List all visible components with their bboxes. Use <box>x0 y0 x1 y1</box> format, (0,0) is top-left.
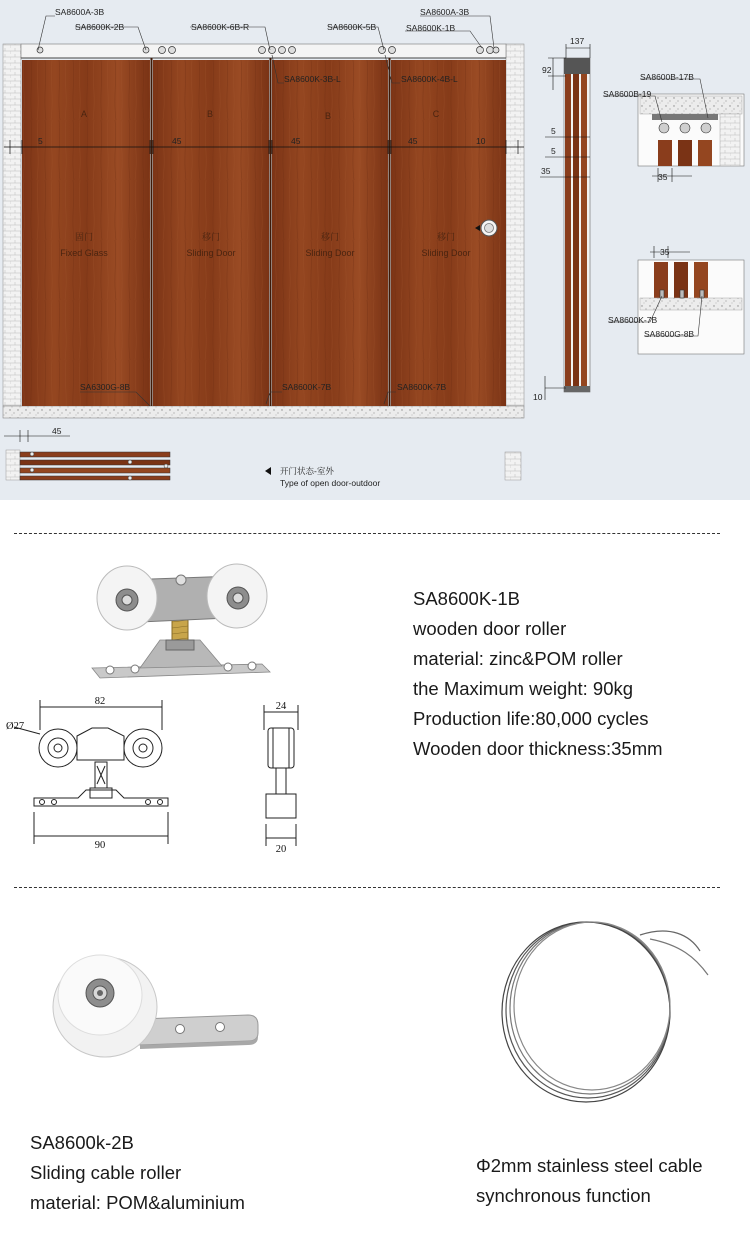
dim-24: 24 <box>275 701 287 712</box>
divider-2 <box>14 887 720 888</box>
cable-roller-illustration <box>0 895 320 1115</box>
dim-45-c: 45 <box>408 136 418 146</box>
label-sa8600a-3b-left: SA8600A-3B <box>55 7 105 17</box>
product-1-specs <box>413 584 663 764</box>
product-2-section <box>0 895 750 1240</box>
panel-en-3: Sliding Door <box>305 248 355 258</box>
label-sa8600k-5b: SA8600K-5B <box>327 22 377 32</box>
product-1-illustration <box>0 540 380 860</box>
dim-90: 90 <box>94 840 106 851</box>
product-3-function: synchronous function <box>476 1185 651 1206</box>
dim-side-5-a: 5 <box>551 126 556 136</box>
open-caption-en: Type of open door-outdoor <box>280 478 381 488</box>
panel-en-1: Fixed Glass <box>60 248 108 258</box>
dim-27: Ø27 <box>6 721 25 732</box>
label-sa8600b-17b: SA8600B-17B <box>640 72 694 82</box>
panel-en-2: Sliding Door <box>186 248 236 258</box>
dim-45-b: 45 <box>291 136 301 146</box>
panel-letter-1: A <box>80 109 88 119</box>
panel-letter-2: B <box>206 109 214 119</box>
left-wall <box>3 44 21 406</box>
dim-137: 137 <box>570 36 585 46</box>
open-caption-cn: 开门状态-室外 <box>280 466 334 476</box>
panel-letter-4: C <box>432 109 440 119</box>
product-2-material: material: POM&aluminium <box>30 1192 245 1213</box>
dim-right-10: 10 <box>476 136 486 146</box>
floor-slab <box>3 406 524 418</box>
dim-plan-45: 45 <box>52 426 62 436</box>
dim-detail-35-a: 35 <box>658 172 668 182</box>
label-sa8600g-8b: SA8600G-8B <box>644 329 695 339</box>
roller-photo <box>92 564 270 678</box>
product-2-specs <box>30 1128 245 1218</box>
dim-45-a: 45 <box>172 136 182 146</box>
label-sa8600a-3b-right: SA8600A-3B <box>420 7 470 17</box>
cable-coil-illustration <box>490 895 750 1115</box>
product-1-name: wooden door roller <box>413 618 567 639</box>
dim-82: 82 <box>94 696 106 707</box>
product-1-life: Production life:80,000 cycles <box>413 708 649 729</box>
roller-front-view <box>14 700 168 844</box>
label-sa8600k-2b: SA8600K-2B <box>75 22 125 32</box>
label-sa8600k-7b-b: SA8600K-7B <box>397 382 447 392</box>
product-1-thickness: Wooden door thickness:35mm <box>413 738 663 759</box>
technical-drawing <box>0 0 750 500</box>
product-1-max-weight: the Maximum weight: 90kg <box>413 678 634 699</box>
panel-cn-1: 固门 <box>74 232 94 242</box>
dim-side-35: 35 <box>541 166 551 176</box>
dim-20: 20 <box>275 844 287 855</box>
label-sa8600k-1b: SA8600K-1B <box>406 23 456 33</box>
panel-en-4: Sliding Door <box>421 248 471 258</box>
label-sa6300g-8b: SA6300G-8B <box>80 382 131 392</box>
product-2-name: Sliding cable roller <box>30 1162 182 1183</box>
plan-view <box>4 430 521 480</box>
label-sa8600k-6b-r: SA8600K-6B-R <box>191 22 250 32</box>
label-sa8600k-3b-l: SA8600K-3B-L <box>284 74 341 84</box>
product-1-material: material: zinc&POM roller <box>413 648 623 669</box>
label-sa8600k-4b-l: SA8600K-4B-L <box>401 74 458 84</box>
panel-cn-3: 移门 <box>320 232 340 242</box>
dim-side-5-b: 5 <box>551 146 556 156</box>
label-sa8600b-19: SA8600B-19 <box>603 89 652 99</box>
product-1-section <box>0 540 750 885</box>
label-sa8600k-7b-c: SA8600K-7B <box>608 315 658 325</box>
dim-left-5: 5 <box>38 136 43 146</box>
dim-detail-35-b: 35 <box>660 247 670 257</box>
roller-side-view <box>264 705 298 846</box>
door-system-drawing <box>0 0 750 500</box>
dim-side-10: 10 <box>533 392 543 402</box>
product-2-model: SA8600k-2B <box>30 1132 134 1153</box>
panel-cn-2: 移门 <box>201 232 221 242</box>
product-3-name: Φ2mm stainless steel cable <box>476 1155 703 1176</box>
product-3-specs <box>476 1151 703 1211</box>
right-wall <box>506 44 524 406</box>
panel-letter-3: B <box>324 111 332 121</box>
product-1-model: SA8600K-1B <box>413 588 520 609</box>
panel-cn-4: 移门 <box>436 232 456 242</box>
side-section <box>540 44 590 400</box>
label-sa8600k-7b-a: SA8600K-7B <box>282 382 332 392</box>
dim-92: 92 <box>542 65 552 75</box>
divider-1 <box>14 533 720 534</box>
